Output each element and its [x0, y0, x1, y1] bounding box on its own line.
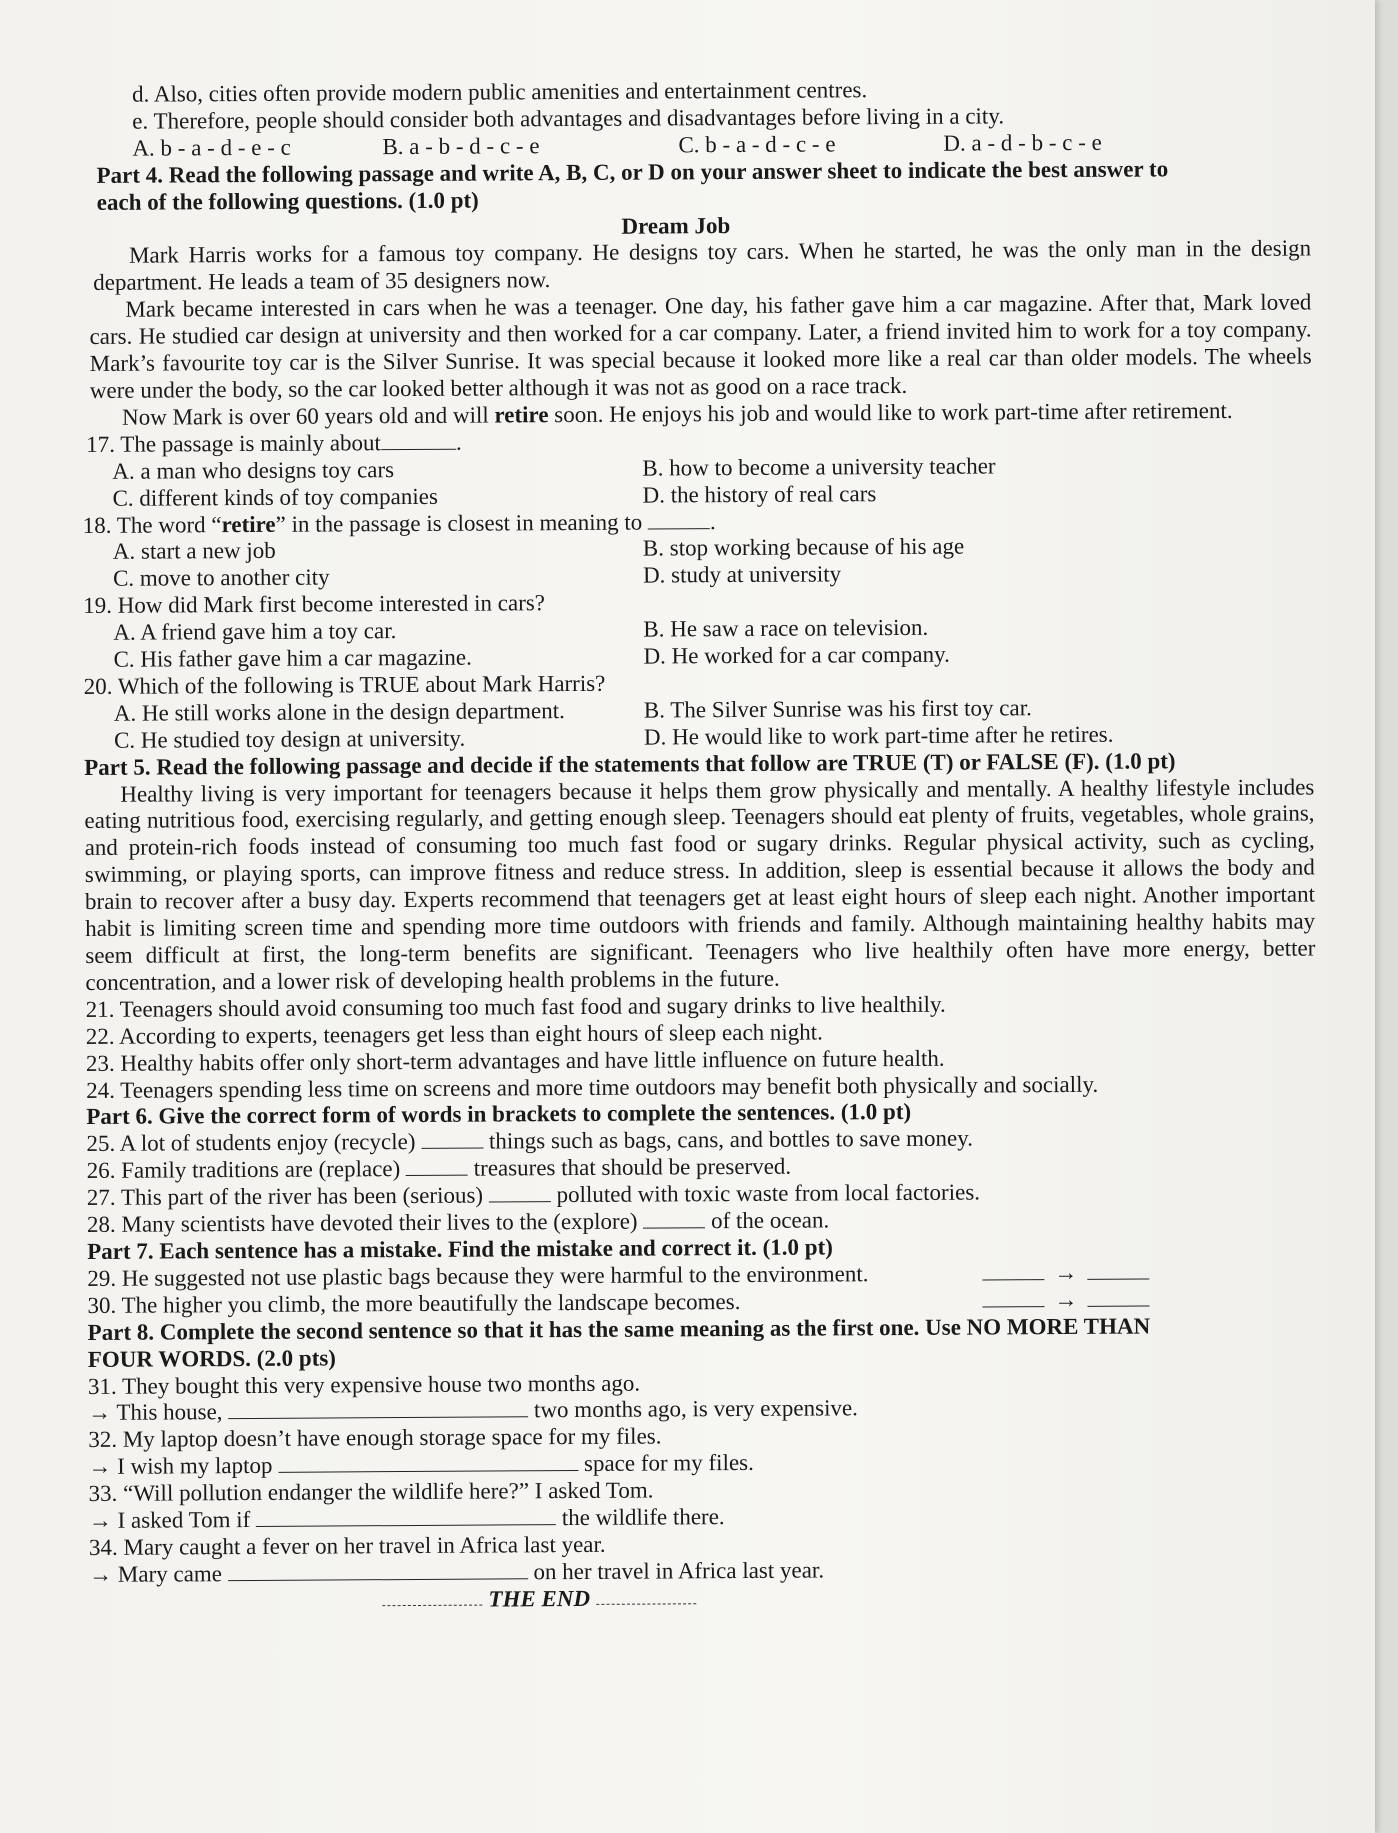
answer-blank[interactable]	[256, 1506, 556, 1527]
part8-heading-line1: Part 8. Complete the second sentence so that it has the same meaning as the first one. Use NO MORE THAN	[87, 1313, 1151, 1345]
part7-heading: Part 7. Each sentence has a mistake. Find the mistake and correct it. (1.0 pt)	[87, 1234, 833, 1264]
mistake-blank[interactable]	[982, 1261, 1044, 1280]
q28-text: 28. Many scientists have devoted their lives to the (explore)	[86, 1208, 638, 1238]
q17-option-c: C. different kinds of toy companies	[112, 483, 438, 511]
passage-title: Dream Job	[621, 212, 731, 239]
q18-text-1: 18. The word “	[82, 511, 222, 538]
a33-text: → I asked Tom if	[88, 1507, 251, 1534]
a32-text: → I wish my laptop	[88, 1453, 273, 1480]
q20-option-c: C. He studied toy design at university.	[113, 725, 466, 753]
exam-page	[80, 74, 1319, 1615]
q26-text-2: treasures that should be preserved.	[473, 1153, 792, 1181]
q30-text: 30. The higher you climb, the more beautifully the landscape becomes.	[87, 1288, 741, 1318]
p3-bold-word: retire	[494, 402, 549, 428]
answer-blank[interactable]	[278, 1452, 578, 1473]
end-text: THE END	[488, 1585, 591, 1612]
q18-text-2: ” in the passage is closest in meaning to	[275, 509, 643, 537]
q18-bold-word: retire	[221, 511, 276, 537]
q30-answer	[982, 1286, 1149, 1314]
a34-text-2: on her travel in Africa last year.	[533, 1557, 825, 1585]
q27-text-2: polluted with toxic waste from local factories.	[556, 1179, 981, 1208]
a34-text: → Mary came	[89, 1561, 223, 1587]
q27-text: 27. This part of the river has been (serious)	[86, 1182, 484, 1211]
q21: 21. Teenagers should avoid consuming too much fast food and sugary drinks to live healthily.	[85, 991, 946, 1022]
q28-text-2: of the ocean.	[710, 1207, 830, 1234]
q34: 34. Mary caught a fever on her travel in Africa last year.	[88, 1531, 606, 1560]
answer-blank[interactable]	[228, 1399, 528, 1420]
answer-blank[interactable]	[406, 1157, 468, 1176]
answer-blank[interactable]	[648, 510, 710, 529]
q19-option-c: C. His father gave him a car magazine.	[113, 644, 472, 672]
q19-stem: 19. How did Mark first become interested in cars?	[83, 590, 546, 619]
q18-option-d: D. study at university	[642, 561, 842, 588]
answer-blank[interactable]	[421, 1130, 483, 1149]
part8-heading-line2: FOUR WORDS. (2.0 pts)	[87, 1345, 336, 1372]
p3-text-1: Now Mark is over 60 years old and will	[121, 402, 495, 430]
q17-option-d: D. the history of real cars	[642, 480, 877, 508]
q23: 23. Healthy habits offer only short-term advantages and have little influence on future health.	[85, 1045, 945, 1076]
q24: 24. Teenagers spending less time on screens and more time outdoors may benefit both physically and socially.	[86, 1071, 1099, 1103]
q20-stem: 20. Which of the following is TRUE about Mark Harris?	[83, 670, 606, 699]
answer-blank[interactable]	[381, 430, 456, 449]
dash-right	[596, 1595, 696, 1605]
answer-blank[interactable]	[228, 1560, 528, 1581]
q31: 31. They bought this very expensive house two months ago.	[87, 1370, 641, 1399]
part5-passage: Healthy living is very important for teenagers because it helps them grow physically and mentally. A healthy lifestyle includes eating nutritious food, exercising regularly, and getting enough sleep. Teenagers should eat plenty of fruits, vegetables, whole grains, and protein-rich foods instead of consuming too much fast food or sugary drinks. Regular physical activity, such as cycling, swimming, or playing sports, can improve fitness and reduce stress. In addition, sleep is essential because it allows the body and brain to recover after a busy day. Experts recommend that teenagers get at least eight hours of sleep each night. Another important habit is limiting screen time and spending more time outdoors with friends and family. Although maintaining healthy habits may seem difficult at first, the long-term benefits are significant. Teenagers who live healthily often have more energy, better concentration, and a lower risk of developing health problems in the future.	[84, 774, 1316, 995]
q26-text: 26. Family traditions are (replace)	[86, 1156, 401, 1184]
answer-blank[interactable]	[643, 1209, 705, 1228]
part6-heading: Part 6. Give the correct form of words in brackets to complete the sentences. (1.0 pt)	[86, 1099, 912, 1130]
q25-text: 25. A lot of students enjoy (recycle)	[86, 1129, 416, 1157]
q32: 32. My laptop doesn’t have enough storage space for my files.	[88, 1423, 662, 1453]
q18-option-a: A. start a new job	[112, 538, 276, 565]
q20-option-b: B. The Silver Sunrise was his first toy car.	[643, 695, 1032, 723]
arrow-icon: →	[1054, 1259, 1078, 1285]
answer-blank[interactable]	[489, 1183, 551, 1202]
q17-text: 17. The passage is mainly about	[86, 429, 381, 457]
q17-stem: 17. The passage is mainly about .	[86, 429, 462, 457]
item-e: e. Therefore, people should consider both advantages and disadvantages before living in a city.	[132, 103, 1005, 134]
q19-option-a: A. A friend gave him a toy car.	[113, 618, 397, 645]
q18-option-b: B. stop working because of his age	[642, 534, 965, 561]
part4-heading-line2: each of the following questions. (1.0 pt)	[96, 187, 479, 215]
q20-option-d: D. He would like to work part-time after he retires.	[643, 721, 1114, 750]
q18-stem: 18. The word “retire” in the passage is closest in meaning to .	[82, 508, 716, 538]
q17-option-b: B. how to become a university teacher	[642, 453, 996, 481]
part5-heading: Part 5. Read the following passage and decide if the statements that follow are TRUE (T) or FALSE (F). (1.0 pt)	[84, 747, 1176, 780]
correction-blank[interactable]	[1087, 1287, 1149, 1306]
q20-option-a: A. He still works alone in the design department.	[113, 697, 565, 726]
a32-text-2: space for my files.	[583, 1450, 754, 1477]
q22: 22. According to experts, teenagers get less than eight hours of sleep each night.	[85, 1019, 823, 1049]
item-d: d. Also, cities often provide modern public amenities and entertainment centres.	[131, 77, 868, 107]
dash-left	[383, 1597, 483, 1607]
q33: 33. “Will pollution endanger the wildlife here?” I asked Tom.	[88, 1477, 654, 1507]
option-b: B. a - b - d - c - e	[382, 133, 540, 159]
q19-option-d: D. He worked for a car company.	[643, 641, 950, 669]
part4-paragraph-2: Mark became interested in cars when he was a teenager. One day, his father gave him a car magazine. After that, Mark loved cars. He studied car design at university and then worked for a car company. Later, a friend invited him to work for a toy company. Mark’s favourite toy car is the Silver Sunrise. It was special because it looked more like a real car than older models. The wheels were under the body, so the car looked better although it was not as good on a race track.	[89, 289, 1312, 403]
option-c: C. b - a - d - c - e	[678, 131, 836, 158]
correction-blank[interactable]	[1087, 1260, 1149, 1279]
option-a: A. b - a - d - e - c	[132, 134, 291, 161]
q19-option-b: B. He saw a race on television.	[643, 614, 929, 642]
q17-option-a: A. a man who designs toy cars	[112, 456, 395, 484]
a31-text: → This house,	[88, 1399, 223, 1426]
q25-text-2: things such as bags, cans, and bottles to save money.	[488, 1125, 973, 1154]
p3-text-2: soon. He enjoys his job and would like to work part-time after retirement.	[548, 397, 1233, 428]
part4-paragraph-1: Mark Harris works for a famous toy company. He designs toy cars. When he started, he was the only man in the design department. He leads a team of 35 designers now.	[93, 235, 1312, 296]
option-d: D. a - d - b - c - e	[943, 129, 1102, 156]
q18-option-c: C. move to another city	[112, 564, 330, 592]
mistake-blank[interactable]	[982, 1288, 1044, 1307]
arrow-icon: →	[1054, 1286, 1078, 1312]
a31-text-2: two months ago, is very expensive.	[533, 1395, 858, 1423]
a33-text-2: the wildlife there.	[561, 1504, 725, 1531]
q29-text: 29. He suggested not use plastic bags because they were harmful to the environment.	[87, 1261, 869, 1291]
part4-heading-line1: Part 4. Read the following passage and write A, B, C, or D on your answer sheet to indicate the best answer to	[96, 156, 1169, 188]
q29-answer	[982, 1259, 1149, 1287]
